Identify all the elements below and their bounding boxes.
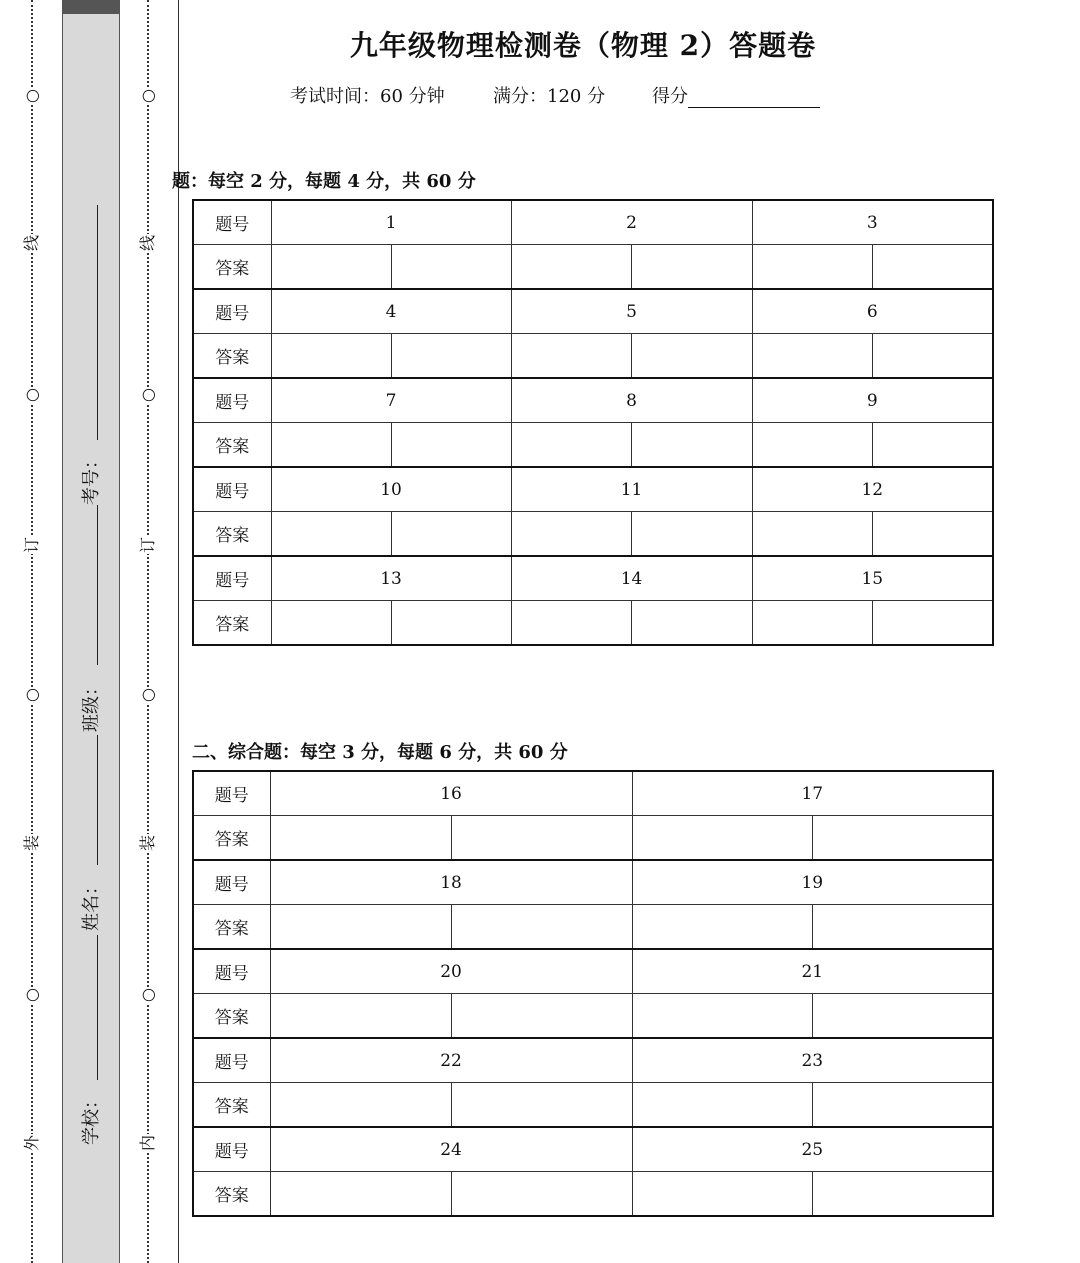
score-blank[interactable]: [688, 91, 820, 108]
answer-blank-cell[interactable]: [391, 423, 511, 468]
question-number-cell: 22: [270, 1038, 632, 1083]
answer-blank-cell[interactable]: [631, 334, 752, 379]
question-number-label: 题号: [193, 289, 271, 334]
answer-blank-cell[interactable]: [632, 1083, 812, 1128]
question-number-row: [193, 378, 993, 423]
answer-label: 答案: [193, 245, 271, 290]
answer-blank-cell[interactable]: [752, 245, 872, 290]
answer-label: 答案: [193, 601, 271, 646]
answer-blank-cell[interactable]: [511, 334, 631, 379]
answer-label: 答案: [193, 512, 271, 557]
answer-blank-cell[interactable]: [752, 601, 872, 646]
question-number-cell: 18: [270, 860, 632, 905]
question-number-cell: 6: [752, 289, 993, 334]
answer-blank-cell[interactable]: [391, 601, 511, 646]
binding-strip: [62, 0, 120, 1263]
answer-label: 答案: [193, 1083, 270, 1128]
answer-label: 答案: [193, 423, 271, 468]
answer-row: [193, 601, 993, 646]
question-number-row: [193, 467, 993, 512]
answer-blank-cell[interactable]: [872, 601, 993, 646]
answer-blank-cell[interactable]: [270, 905, 451, 950]
answer-blank-cell[interactable]: [631, 512, 752, 557]
answer-blank-cell[interactable]: [511, 601, 631, 646]
answer-blank-cell[interactable]: [270, 1172, 451, 1217]
full-score: 满分：120 分: [493, 86, 606, 107]
answer-blank-cell[interactable]: [451, 994, 632, 1039]
answer-blank-cell[interactable]: [391, 512, 511, 557]
answer-row: [193, 245, 993, 290]
answer-blank-cell[interactable]: [752, 423, 872, 468]
answer-blank-cell[interactable]: [271, 423, 391, 468]
question-number-cell: 21: [632, 949, 993, 994]
answer-label: 答案: [193, 334, 271, 379]
question-number-cell: 8: [511, 378, 752, 423]
question-number-cell: 5: [511, 289, 752, 334]
answer-blank-cell[interactable]: [632, 1172, 812, 1217]
answer-blank-cell[interactable]: [632, 816, 812, 861]
question-number-cell: 16: [270, 771, 632, 816]
section2-title: 二、综合题：每空 3 分，每题 6 分，共 60 分: [192, 742, 568, 763]
name-field[interactable]: [97, 735, 98, 865]
question-number-cell: 19: [632, 860, 993, 905]
answer-blank-cell[interactable]: [872, 245, 993, 290]
question-number-cell: 14: [511, 556, 752, 601]
question-number-label: 题号: [193, 1127, 270, 1172]
answer-row: [193, 512, 993, 557]
question-number-cell: 7: [271, 378, 511, 423]
answer-blank-cell[interactable]: [511, 245, 631, 290]
question-number-row: [193, 771, 993, 816]
answer-blank-cell[interactable]: [632, 905, 812, 950]
question-number-cell: 12: [752, 467, 993, 512]
question-number-cell: 17: [632, 771, 993, 816]
question-number-label: 题号: [193, 556, 271, 601]
page-title: 九年级物理检测卷（物理 2）答题卷: [349, 29, 817, 62]
answer-row: [193, 1083, 993, 1128]
question-number-cell: 24: [270, 1127, 632, 1172]
answer-blank-cell[interactable]: [812, 994, 993, 1039]
question-number-row: [193, 860, 993, 905]
question-number-cell: 10: [271, 467, 511, 512]
answer-blank-cell[interactable]: [270, 994, 451, 1039]
answer-blank-cell[interactable]: [271, 334, 391, 379]
answer-row: [193, 905, 993, 950]
answer-row: [193, 334, 993, 379]
answer-blank-cell[interactable]: [511, 423, 631, 468]
answer-blank-cell[interactable]: [812, 816, 993, 861]
question-number-row: [193, 1127, 993, 1172]
answer-blank-cell[interactable]: [451, 1172, 632, 1217]
answer-blank-cell[interactable]: [270, 816, 451, 861]
answer-blank-cell[interactable]: [752, 334, 872, 379]
school-field[interactable]: [97, 935, 98, 1080]
question-number-cell: 25: [632, 1127, 993, 1172]
answer-label: 答案: [193, 994, 270, 1039]
answer-blank-cell[interactable]: [872, 334, 993, 379]
question-number-label: 题号: [193, 1038, 270, 1083]
class-field[interactable]: [97, 505, 98, 665]
answer-label: 答案: [193, 905, 270, 950]
question-number-row: [193, 1038, 993, 1083]
question-number-label: 题号: [193, 771, 270, 816]
score-field[interactable]: [652, 82, 820, 108]
answer-blank-cell[interactable]: [271, 512, 391, 557]
answer-blank-cell[interactable]: [632, 994, 812, 1039]
score-label: 得分: [652, 86, 688, 107]
exam-time: 考试时间：60 分钟: [290, 86, 445, 107]
exam-number-field[interactable]: [97, 205, 98, 440]
question-number-row: [193, 949, 993, 994]
question-number-label: 题号: [193, 860, 270, 905]
answer-blank-cell[interactable]: [812, 1172, 993, 1217]
answer-blank-cell[interactable]: [812, 1083, 993, 1128]
question-number-label: 题号: [193, 467, 271, 512]
question-number-cell: 20: [270, 949, 632, 994]
answer-blank-cell[interactable]: [511, 512, 631, 557]
section2-answer-table: [192, 770, 994, 1217]
question-number-cell: 11: [511, 467, 752, 512]
answer-blank-cell[interactable]: [631, 601, 752, 646]
outer-dotted-line: [31, 0, 33, 1263]
answer-blank-cell[interactable]: [451, 816, 632, 861]
question-number-label: 题号: [193, 200, 271, 245]
answer-blank-cell[interactable]: [451, 905, 632, 950]
answer-blank-cell[interactable]: [271, 245, 391, 290]
answer-blank-cell[interactable]: [812, 905, 993, 950]
answer-label: 答案: [193, 1172, 270, 1217]
answer-row: [193, 423, 993, 468]
question-number-cell: 1: [271, 200, 511, 245]
question-number-label: 题号: [193, 378, 271, 423]
question-number-cell: 4: [271, 289, 511, 334]
answer-label: 答案: [193, 816, 270, 861]
answer-blank-cell[interactable]: [271, 601, 391, 646]
answer-row: [193, 994, 993, 1039]
answer-blank-cell[interactable]: [872, 512, 993, 557]
question-number-row: [193, 200, 993, 245]
section1-title: 题：每空 2 分，每题 4 分，共 60 分: [172, 171, 476, 192]
question-number-cell: 2: [511, 200, 752, 245]
answer-blank-cell[interactable]: [752, 512, 872, 557]
question-number-cell: 23: [632, 1038, 993, 1083]
answer-blank-cell[interactable]: [631, 245, 752, 290]
question-number-row: [193, 289, 993, 334]
inner-dotted-line: [147, 0, 149, 1263]
section1-answer-table: [192, 199, 994, 646]
question-number-cell: 9: [752, 378, 993, 423]
question-number-label: 题号: [193, 949, 270, 994]
question-number-cell: 15: [752, 556, 993, 601]
answer-blank-cell[interactable]: [451, 1083, 632, 1128]
answer-blank-cell[interactable]: [270, 1083, 451, 1128]
answer-blank-cell[interactable]: [391, 245, 511, 290]
answer-row: [193, 816, 993, 861]
answer-blank-cell[interactable]: [391, 334, 511, 379]
answer-blank-cell[interactable]: [631, 423, 752, 468]
question-number-cell: 3: [752, 200, 993, 245]
question-number-cell: 13: [271, 556, 511, 601]
answer-row: [193, 1172, 993, 1217]
question-number-row: [193, 556, 993, 601]
answer-blank-cell[interactable]: [872, 423, 993, 468]
